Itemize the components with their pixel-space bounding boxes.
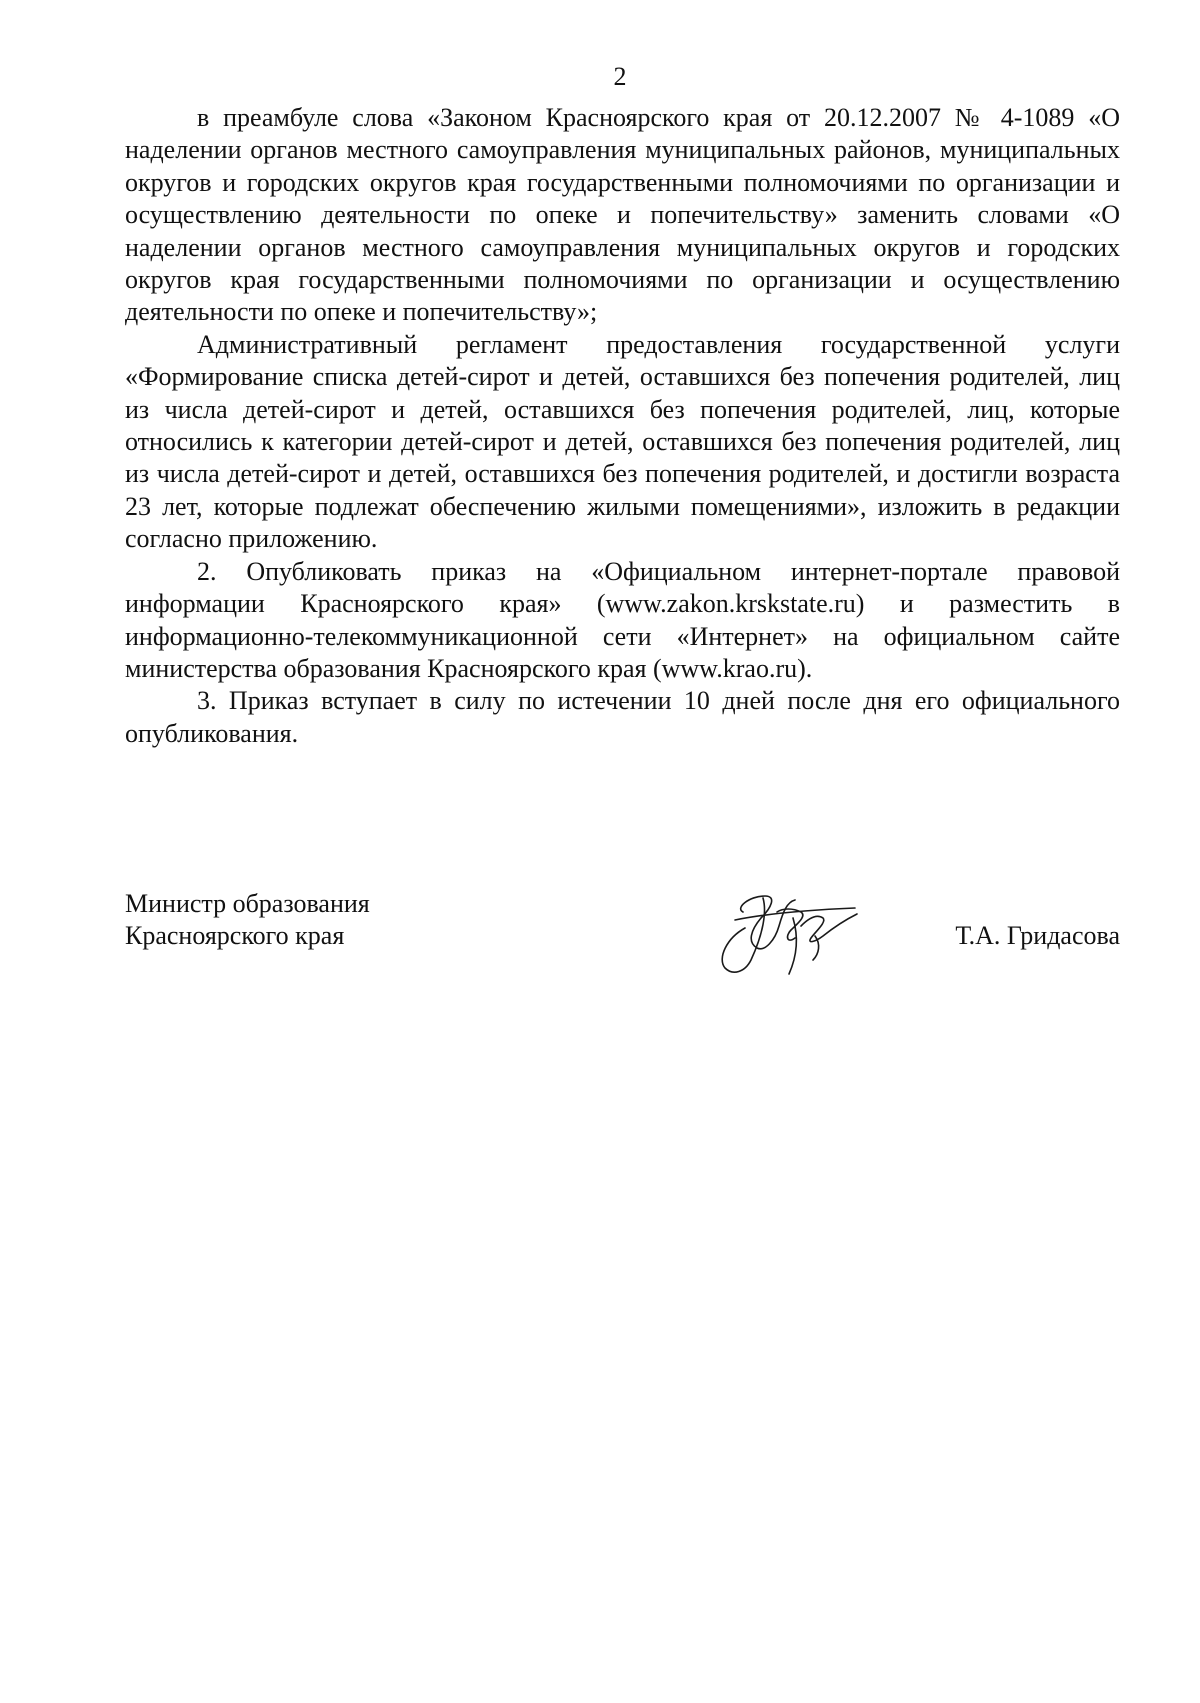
paragraph-publication-order: 2. Опубликовать приказ на «Официальном интернет-портале правовой информации Красноярского края» (www.zakon.krskstate.ru) и разместить в информационно-телекоммуникационной сети «Интернет» на официальном сайте министерства образования Красноярского края (www.krao.ru).	[125, 556, 1120, 683]
signatory-title-line-2: Красноярского края	[125, 921, 345, 950]
signatory-title	[125, 888, 545, 952]
paragraph-effective-date: 3. Приказ вступает в силу по истечении 10 дней после дня его официального опубликования.	[125, 686, 1120, 748]
signature-block	[125, 888, 1120, 998]
paragraph-regulation-amendment: Административный регламент предоставления государственной услуги «Формирование списка детей-сирот и детей, оставшихся без попечения родителей, лиц из числа детей-сирот и детей, оставшихся без попечения родителей, лиц, которые относились к категории детей-сирот и детей, оставшихся без попечения родителей, лиц из числа детей-сирот и детей, оставшихся без попечения родителей, и достигли возраста 23 лет, которые подлежат обеспечению жилыми помещениями», изложить в редакции согласно приложению.	[125, 329, 1120, 554]
signatory-title-line-1: Министр образования	[125, 889, 370, 918]
paragraph-preamble-amendment: в преамбуле слова «Законом Красноярского края от 20.12.2007 № 4-1089 «О наделении органов местного самоуправления муниципальных районов, муниципальных округов и городских округов края государственными полномочиями по организации и осуществлению деятельности по опеке и попечительству» заменить словами «О наделении органов местного самоуправления муниципальных округов и городских округов края государственными полномочиями по организации и осуществлению деятельности по опеке и попечительству»;	[125, 103, 1120, 327]
handwritten-signature-icon	[705, 878, 885, 988]
signatory-name: Т.А. Гридасова	[955, 921, 1120, 950]
document-body	[125, 102, 1120, 750]
page-number: 2	[613, 62, 627, 91]
